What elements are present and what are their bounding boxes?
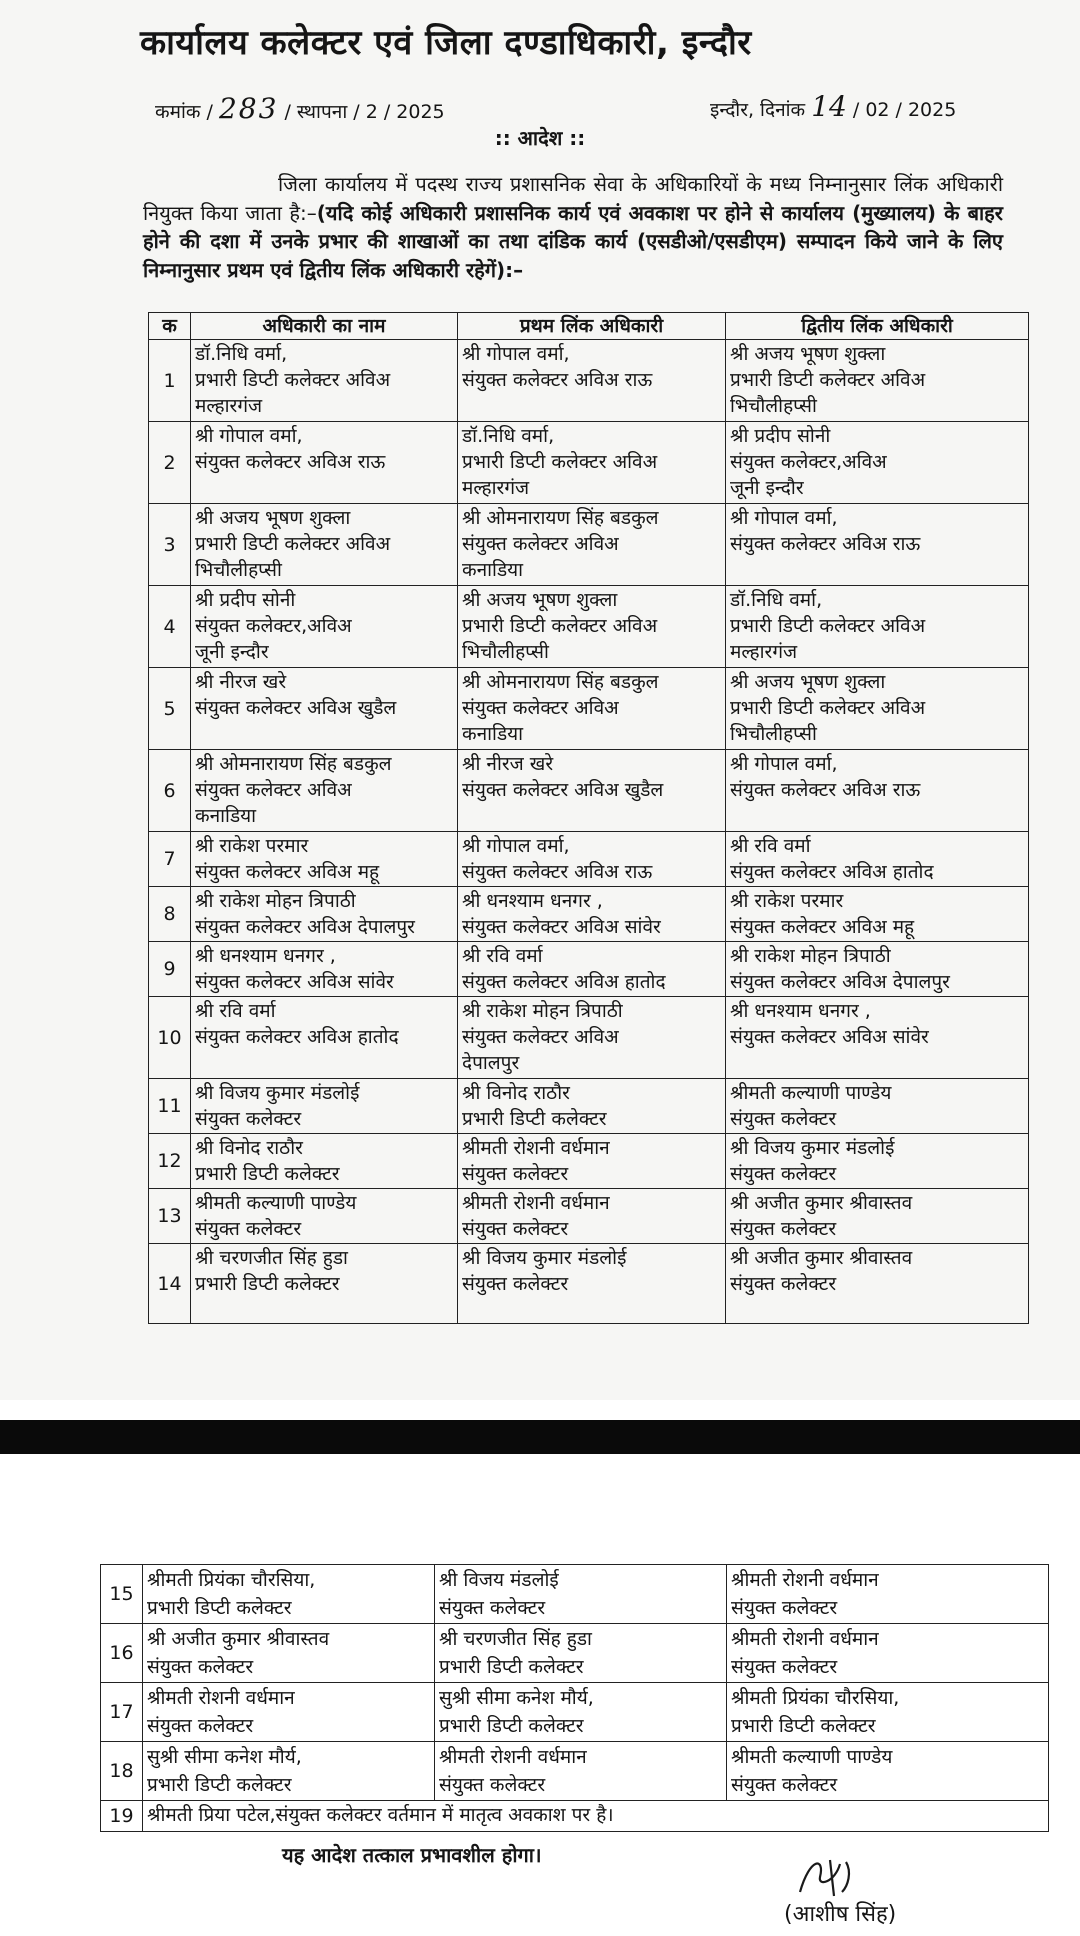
officer-name-cell-line: श्री राकेश परमार bbox=[195, 835, 309, 857]
second-link-cell-line: प्रभारी डिप्टी कलेक्टर अविअ bbox=[730, 369, 926, 391]
first-link-cell-line: श्रीमती रोशनी वर्धमान bbox=[462, 1192, 610, 1214]
second-link-cell-line: प्रभारी डिप्टी कलेक्टर अविअ bbox=[730, 697, 926, 719]
officer-name-cell bbox=[143, 1565, 435, 1624]
serial-number: 16 bbox=[101, 1624, 143, 1683]
second-link-cell bbox=[726, 887, 1029, 942]
second-link-cell-line: श्रीमती रोशनी वर्धमान bbox=[731, 1569, 879, 1591]
table-row bbox=[149, 340, 1029, 422]
officer-name-cell-line: श्री धनश्याम धनगर , bbox=[195, 945, 336, 967]
first-link-cell-line: संयुक्त कलेक्टर अविअ राऊ bbox=[462, 861, 653, 883]
date-day: 14 bbox=[811, 90, 847, 123]
signatory-name: (आशीष सिंह) bbox=[784, 1902, 897, 1927]
first-link-cell-line: संयुक्त कलेक्टर bbox=[462, 1163, 569, 1185]
second-link-cell bbox=[726, 832, 1029, 887]
second-link-cell-line: श्रीमती कल्याणी पाण्डेय bbox=[731, 1746, 893, 1768]
first-link-cell bbox=[435, 1565, 727, 1624]
second-link-cell-line: श्री अजय भूषण शुक्ला bbox=[730, 671, 886, 693]
table-row bbox=[101, 1565, 1049, 1624]
table-row bbox=[149, 668, 1029, 750]
second-link-cell-line: श्री अजय भूषण शुक्ला bbox=[730, 343, 886, 365]
first-link-cell bbox=[458, 997, 726, 1079]
first-link-cell-line: प्रभारी डिप्टी कलेक्टर अविअ bbox=[462, 615, 658, 637]
first-link-cell bbox=[458, 504, 726, 586]
date-prefix: इन्दौर, दिनांक bbox=[710, 99, 806, 121]
effective-statement: यह आदेश तत्काल प्रभावशील होगा। bbox=[282, 1843, 542, 1867]
intro-bold-text: (यदि कोई अधिकारी प्रशासनिक कार्य एवं अवकाश पर होने से कार्यालय (मुख्यालय) के बाहर होने की दशा में उनके प्रभार की शाखाओं का तथा दांडिक कार्य (एसडीओ/एसडीएम) सम्पादन किये जाने के लिए निम्नानुसार प्रथम एवं द्वितीय लिंक अधिकारी रहेगें):– bbox=[143, 200, 1003, 282]
officer-name-cell bbox=[191, 887, 458, 942]
first-link-cell-line: श्री गोपाल वर्मा, bbox=[462, 343, 570, 365]
officer-name-cell-line: श्री रवि वर्मा bbox=[195, 1000, 276, 1022]
second-link-cell-line: संयुक्त कलेक्टर अविअ देपालपुर bbox=[730, 971, 950, 993]
first-link-cell-line: संयुक्त कलेक्टर bbox=[462, 1273, 569, 1295]
officer-name-cell bbox=[143, 1624, 435, 1683]
first-link-cell bbox=[458, 422, 726, 504]
table-row bbox=[149, 1244, 1029, 1324]
second-link-cell bbox=[726, 340, 1029, 422]
table-row-note bbox=[101, 1801, 1049, 1832]
ref-prefix: कमांक / bbox=[155, 101, 213, 123]
table-row bbox=[149, 504, 1029, 586]
officer-name-cell-line: श्रीमती रोशनी वर्धमान bbox=[147, 1687, 295, 1709]
serial-number: 2 bbox=[149, 422, 191, 504]
table-row bbox=[101, 1624, 1049, 1683]
table-row bbox=[101, 1742, 1049, 1801]
first-link-cell-line: संयुक्त कलेक्टर bbox=[462, 1218, 569, 1240]
header-first-link: प्रथम लिंक अधिकारी bbox=[458, 313, 726, 340]
first-link-cell-line: श्रीमती रोशनी वर्धमान bbox=[439, 1746, 587, 1768]
officer-name-cell-line: श्रीमती प्रियंका चौरसिया, bbox=[147, 1569, 316, 1591]
second-link-cell-line: श्रीमती प्रियंका चौरसिया, bbox=[731, 1687, 900, 1709]
second-link-cell-line: श्री अजीत कुमार श्रीवास्तव bbox=[730, 1192, 913, 1214]
second-link-cell-line: संयुक्त कलेक्टर bbox=[731, 1597, 838, 1619]
officer-name-cell bbox=[191, 997, 458, 1079]
second-link-cell-line: श्री गोपाल वर्मा, bbox=[730, 753, 838, 775]
second-link-cell-line: श्री धनश्याम धनगर , bbox=[730, 1000, 871, 1022]
officer-name-cell-line: प्रभारी डिप्टी कलेक्टर अविअ bbox=[195, 533, 391, 555]
second-link-cell-line: श्री राकेश परमार bbox=[730, 890, 844, 912]
second-link-cell bbox=[726, 997, 1029, 1079]
officer-name-cell-line: संयुक्त कलेक्टर,अविअ bbox=[195, 615, 352, 637]
second-link-cell-line: श्री राकेश मोहन त्रिपाठी bbox=[730, 945, 891, 967]
second-link-cell-line: संयुक्त कलेक्टर अविअ राऊ bbox=[730, 779, 921, 801]
table-header-row bbox=[149, 313, 1029, 340]
table-row bbox=[149, 887, 1029, 942]
table-row bbox=[101, 1683, 1049, 1742]
second-link-cell-line: श्री अजीत कुमार श्रीवास्तव bbox=[730, 1247, 913, 1269]
first-link-cell-line: श्री ओमनारायण सिंह बडकुल bbox=[462, 507, 659, 529]
officer-name-cell-line: मल्हारगंज bbox=[195, 395, 263, 417]
second-link-cell bbox=[726, 668, 1029, 750]
second-link-cell-line: संयुक्त कलेक्टर bbox=[731, 1656, 838, 1678]
second-link-cell-line: संयुक्त कलेक्टर bbox=[730, 1218, 837, 1240]
order-heading: :: आदेश :: bbox=[494, 126, 586, 150]
officer-name-cell-line: प्रभारी डिप्टी कलेक्टर bbox=[147, 1597, 292, 1619]
officer-name-cell-line: संयुक्त कलेक्टर bbox=[195, 1108, 302, 1130]
second-link-cell-line: जूनी इन्दौर bbox=[730, 477, 804, 499]
first-link-cell-line: प्रभारी डिप्टी कलेक्टर अविअ bbox=[462, 451, 658, 473]
second-link-cell bbox=[726, 1244, 1029, 1324]
second-link-cell bbox=[726, 1134, 1029, 1189]
first-link-cell bbox=[458, 1244, 726, 1324]
first-link-cell bbox=[458, 832, 726, 887]
first-link-cell bbox=[458, 942, 726, 997]
date-line bbox=[710, 90, 956, 123]
table-row bbox=[149, 750, 1029, 832]
officer-name-cell-line: श्रीमती कल्याणी पाण्डेय bbox=[195, 1192, 357, 1214]
ref-suffix: / स्थापना / 2 / 2025 bbox=[284, 101, 445, 123]
first-link-cell-line: श्री रवि वर्मा bbox=[462, 945, 543, 967]
officer-name-cell-line: श्री नीरज खरे bbox=[195, 671, 287, 693]
officer-name-cell bbox=[191, 1244, 458, 1324]
maternity-leave-note: श्रीमती प्रिया पटेल,संयुक्त कलेक्टर वर्तमान में मातृत्व अवकाश पर है। bbox=[143, 1801, 1049, 1832]
first-link-cell-line: संयुक्त कलेक्टर अविअ bbox=[462, 1026, 619, 1048]
second-link-cell-line: प्रभारी डिप्टी कलेक्टर अविअ bbox=[730, 615, 926, 637]
second-link-cell-line: संयुक्त कलेक्टर bbox=[730, 1108, 837, 1130]
first-link-cell-line: प्रभारी डिप्टी कलेक्टर bbox=[439, 1656, 584, 1678]
officer-name-cell bbox=[191, 942, 458, 997]
serial-number: 4 bbox=[149, 586, 191, 668]
serial-number: 9 bbox=[149, 942, 191, 997]
officer-name-cell-line: संयुक्त कलेक्टर अविअ राऊ bbox=[195, 451, 386, 473]
officer-name-cell-line: श्री गोपाल वर्मा, bbox=[195, 425, 303, 447]
first-link-cell-line: श्री चरणजीत सिंह हुडा bbox=[439, 1628, 592, 1650]
second-link-cell bbox=[726, 1079, 1029, 1134]
first-link-cell bbox=[435, 1683, 727, 1742]
first-link-cell-line: श्री नीरज खरे bbox=[462, 753, 554, 775]
serial-number: 6 bbox=[149, 750, 191, 832]
serial-number: 17 bbox=[101, 1683, 143, 1742]
link-officer-table bbox=[148, 312, 1029, 1324]
first-link-cell bbox=[435, 1624, 727, 1683]
table-row bbox=[149, 1134, 1029, 1189]
officer-name-cell-line: श्री विजय कुमार मंडलोई bbox=[195, 1082, 360, 1104]
second-link-cell-line: संयुक्त कलेक्टर bbox=[730, 1163, 837, 1185]
first-link-cell-line: संयुक्त कलेक्टर bbox=[439, 1597, 546, 1619]
second-link-cell-line: श्री विजय कुमार मंडलोई bbox=[730, 1137, 895, 1159]
first-link-cell-line: संयुक्त कलेक्टर अविअ सांवेर bbox=[462, 916, 661, 938]
first-link-cell bbox=[458, 340, 726, 422]
second-link-cell bbox=[727, 1624, 1049, 1683]
first-link-cell-line: प्रभारी डिप्टी कलेक्टर bbox=[462, 1108, 607, 1130]
first-link-cell-line: देपालपुर bbox=[462, 1052, 520, 1074]
first-link-cell-line: श्री अजय भूषण शुक्ला bbox=[462, 589, 618, 611]
second-link-cell-line: संयुक्त कलेक्टर अविअ राऊ bbox=[730, 533, 921, 555]
officer-name-cell bbox=[191, 1079, 458, 1134]
serial-number: 18 bbox=[101, 1742, 143, 1801]
officer-name-cell-line: संयुक्त कलेक्टर bbox=[147, 1656, 254, 1678]
table-body bbox=[149, 340, 1029, 1324]
first-link-cell-line: श्रीमती रोशनी वर्धमान bbox=[462, 1137, 610, 1159]
first-link-cell bbox=[458, 586, 726, 668]
second-link-cell bbox=[727, 1742, 1049, 1801]
serial-number: 3 bbox=[149, 504, 191, 586]
officer-name-cell-line: संयुक्त कलेक्टर अविअ खुडैल bbox=[195, 697, 397, 719]
officer-name-cell-line: श्री ओमनारायण सिंह बडकुल bbox=[195, 753, 392, 775]
serial-number: 1 bbox=[149, 340, 191, 422]
first-link-cell-line: भिचौलीहप्सी bbox=[462, 641, 549, 663]
second-link-cell-line: संयुक्त कलेक्टर अविअ सांवेर bbox=[730, 1026, 929, 1048]
second-link-cell bbox=[727, 1683, 1049, 1742]
officer-name-cell-line: श्री अजीत कुमार श्रीवास्तव bbox=[147, 1628, 330, 1650]
link-officer-table-continued bbox=[100, 1564, 1049, 1832]
officer-name-cell-line: श्री राकेश मोहन त्रिपाठी bbox=[195, 890, 356, 912]
officer-name-cell bbox=[143, 1742, 435, 1801]
first-link-cell-line: संयुक्त कलेक्टर अविअ bbox=[462, 697, 619, 719]
first-link-cell-line: संयुक्त कलेक्टर अविअ राऊ bbox=[462, 369, 653, 391]
officer-name-cell-line: संयुक्त कलेक्टर अविअ महू bbox=[195, 861, 380, 883]
serial-number: 10 bbox=[149, 997, 191, 1079]
officer-name-cell-line: डॉ.निधि वर्मा, bbox=[195, 343, 288, 365]
officer-name-cell-line: संयुक्त कलेक्टर अविअ सांवेर bbox=[195, 971, 394, 993]
first-link-cell bbox=[458, 887, 726, 942]
officer-name-cell-line: श्री प्रदीप सोनी bbox=[195, 589, 296, 611]
officer-name-cell-line: संयुक्त कलेक्टर अविअ bbox=[195, 779, 352, 801]
officer-name-cell bbox=[143, 1683, 435, 1742]
officer-name-cell-line: कनाडिया bbox=[195, 805, 257, 827]
second-link-cell-line: मल्हारगंज bbox=[730, 641, 798, 663]
intro-paragraph bbox=[143, 170, 1003, 284]
first-link-cell bbox=[458, 1189, 726, 1244]
second-link-cell-line: डॉ.निधि वर्मा, bbox=[730, 589, 823, 611]
officer-name-cell bbox=[191, 422, 458, 504]
date-suffix: / 02 / 2025 bbox=[852, 99, 957, 121]
officer-name-cell-line: श्री विनोद राठौर bbox=[195, 1137, 303, 1159]
second-link-cell bbox=[727, 1565, 1049, 1624]
first-link-cell-line: श्री ओमनारायण सिंह बडकुल bbox=[462, 671, 659, 693]
officer-name-cell-line: भिचौलीहप्सी bbox=[195, 559, 282, 581]
first-link-cell-line: सुश्री सीमा कनेश मौर्य, bbox=[439, 1687, 594, 1709]
officer-name-cell bbox=[191, 750, 458, 832]
serial-number: 15 bbox=[101, 1565, 143, 1624]
table-row bbox=[149, 586, 1029, 668]
table-row bbox=[149, 1189, 1029, 1244]
first-link-cell-line: मल्हारगंज bbox=[462, 477, 530, 499]
serial-number: 7 bbox=[149, 832, 191, 887]
second-link-cell-line: श्रीमती रोशनी वर्धमान bbox=[731, 1628, 879, 1650]
officer-name-cell-line: संयुक्त कलेक्टर bbox=[147, 1715, 254, 1737]
second-link-cell bbox=[726, 586, 1029, 668]
officer-name-cell-line: श्री अजय भूषण शुक्ला bbox=[195, 507, 351, 529]
first-link-cell-line: कनाडिया bbox=[462, 723, 524, 745]
intro-text: जिला कार्यालय में पदस्थ राज्य प्रशासनिक सेवा के अधिकारियों के मध्य निम्नानुसार लिंक अधिकारी नियुक्त किया जाता है:– bbox=[143, 172, 1003, 225]
officer-name-cell bbox=[191, 832, 458, 887]
officer-name-cell-line: सुश्री सीमा कनेश मौर्य, bbox=[147, 1746, 302, 1768]
second-link-cell bbox=[726, 750, 1029, 832]
serial-number: 8 bbox=[149, 887, 191, 942]
first-link-cell bbox=[458, 1079, 726, 1134]
serial-number: 14 bbox=[149, 1244, 191, 1324]
second-link-cell-line: संयुक्त कलेक्टर,अविअ bbox=[730, 451, 887, 473]
second-link-cell-line: संयुक्त कलेक्टर bbox=[730, 1273, 837, 1295]
first-link-cell-line: श्री विनोद राठौर bbox=[462, 1082, 570, 1104]
header-second-link: द्वितीय लिंक अधिकारी bbox=[726, 313, 1029, 340]
first-link-cell-line: श्री गोपाल वर्मा, bbox=[462, 835, 570, 857]
officer-name-cell bbox=[191, 668, 458, 750]
office-title: कार्यालय कलेक्टर एवं जिला दण्डाधिकारी, इन्दौर bbox=[140, 23, 752, 63]
officer-name-cell bbox=[191, 586, 458, 668]
first-link-cell-line: श्री विजय मंडलोई bbox=[439, 1569, 559, 1591]
officer-name-cell-line: प्रभारी डिप्टी कलेक्टर अविअ bbox=[195, 369, 391, 391]
first-link-cell bbox=[458, 668, 726, 750]
second-link-cell-line: संयुक्त कलेक्टर bbox=[731, 1774, 838, 1796]
officer-name-cell-line: संयुक्त कलेक्टर bbox=[195, 1218, 302, 1240]
second-link-cell-line: श्री प्रदीप सोनी bbox=[730, 425, 831, 447]
first-link-cell-line: प्रभारी डिप्टी कलेक्टर bbox=[439, 1715, 584, 1737]
first-link-cell bbox=[435, 1742, 727, 1801]
officer-name-cell-line: संयुक्त कलेक्टर अविअ देपालपुर bbox=[195, 916, 415, 938]
first-link-cell-line: श्री राकेश मोहन त्रिपाठी bbox=[462, 1000, 623, 1022]
second-link-cell bbox=[726, 1189, 1029, 1244]
first-link-cell-line: संयुक्त कलेक्टर अविअ हातोद bbox=[462, 971, 666, 993]
ref-number: 283 bbox=[218, 92, 279, 125]
second-link-cell bbox=[726, 422, 1029, 504]
officer-name-cell-line: संयुक्त कलेक्टर अविअ हातोद bbox=[195, 1026, 399, 1048]
table-body-continued bbox=[101, 1565, 1049, 1832]
second-link-cell-line: श्री गोपाल वर्मा, bbox=[730, 507, 838, 529]
serial-number: 13 bbox=[149, 1189, 191, 1244]
table-row bbox=[149, 1079, 1029, 1134]
signature-mark bbox=[790, 1852, 870, 1902]
header-officer-name: अधिकारी का नाम bbox=[191, 313, 458, 340]
second-link-cell-line: भिचौलीहप्सी bbox=[730, 723, 817, 745]
officer-name-cell-line: प्रभारी डिप्टी कलेक्टर bbox=[195, 1163, 340, 1185]
scan-divider bbox=[0, 1420, 1080, 1454]
first-link-cell-line: श्री विजय कुमार मंडलोई bbox=[462, 1247, 627, 1269]
first-link-cell-line: श्री धनश्याम धनगर , bbox=[462, 890, 603, 912]
serial-number: 5 bbox=[149, 668, 191, 750]
second-link-cell-line: संयुक्त कलेक्टर अविअ हातोद bbox=[730, 861, 934, 883]
second-link-cell-line: संयुक्त कलेक्टर अविअ महू bbox=[730, 916, 915, 938]
first-link-cell-line: संयुक्त कलेक्टर bbox=[439, 1774, 546, 1796]
serial-number: 11 bbox=[149, 1079, 191, 1134]
serial-number: 12 bbox=[149, 1134, 191, 1189]
second-link-cell-line: श्री रवि वर्मा bbox=[730, 835, 811, 857]
officer-name-cell-line: प्रभारी डिप्टी कलेक्टर bbox=[147, 1774, 292, 1796]
table-row bbox=[149, 422, 1029, 504]
officer-name-cell bbox=[191, 1134, 458, 1189]
second-link-cell bbox=[726, 504, 1029, 586]
first-link-cell-line: संयुक्त कलेक्टर अविअ खुडैल bbox=[462, 779, 664, 801]
header-serial: क bbox=[149, 313, 191, 340]
first-link-cell-line: डॉ.निधि वर्मा, bbox=[462, 425, 555, 447]
second-link-cell bbox=[726, 942, 1029, 997]
first-link-cell bbox=[458, 1134, 726, 1189]
officer-name-cell-line: प्रभारी डिप्टी कलेक्टर bbox=[195, 1273, 340, 1295]
second-link-cell-line: भिचौलीहप्सी bbox=[730, 395, 817, 417]
officer-name-cell-line: जूनी इन्दौर bbox=[195, 641, 269, 663]
table-row bbox=[149, 997, 1029, 1079]
officer-name-cell bbox=[191, 340, 458, 422]
officer-name-cell-line: श्री चरणजीत सिंह हुडा bbox=[195, 1247, 348, 1269]
first-link-cell-line: कनाडिया bbox=[462, 559, 524, 581]
table-row bbox=[149, 942, 1029, 997]
reference-line bbox=[155, 92, 445, 125]
serial-number: 19 bbox=[101, 1801, 143, 1832]
officer-name-cell bbox=[191, 504, 458, 586]
first-link-cell bbox=[458, 750, 726, 832]
second-link-cell-line: प्रभारी डिप्टी कलेक्टर bbox=[731, 1715, 876, 1737]
officer-name-cell bbox=[191, 1189, 458, 1244]
second-link-cell-line: श्रीमती कल्याणी पाण्डेय bbox=[730, 1082, 892, 1104]
first-link-cell-line: संयुक्त कलेक्टर अविअ bbox=[462, 533, 619, 555]
table-row bbox=[149, 832, 1029, 887]
